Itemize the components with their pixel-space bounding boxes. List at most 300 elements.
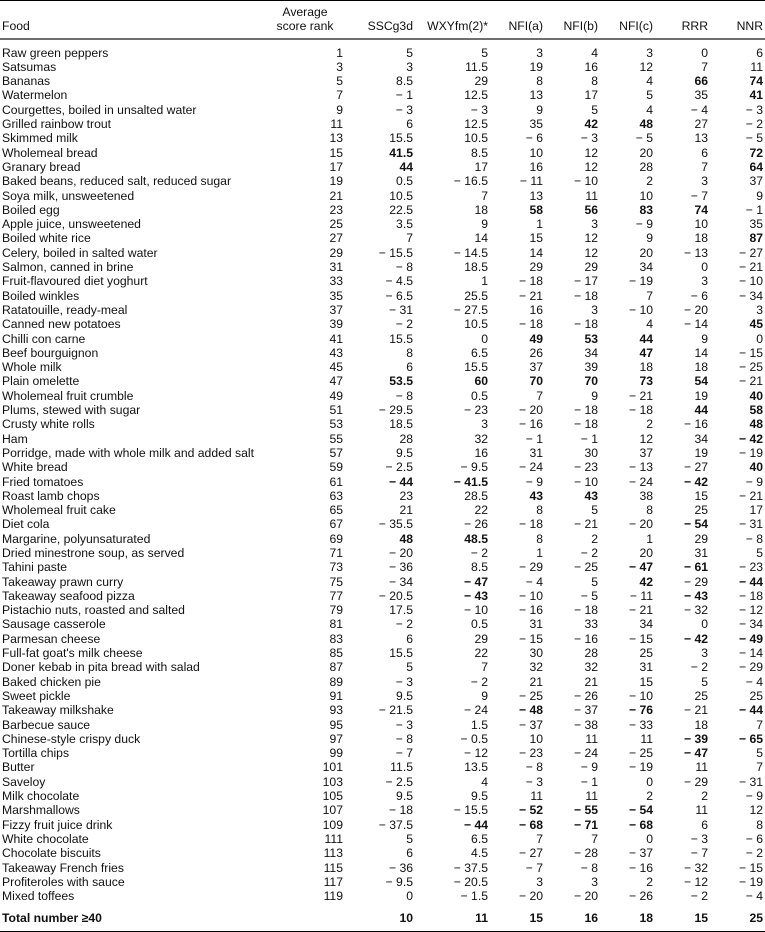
header-rank-line1: Average	[282, 5, 328, 19]
cell-food: Grilled rainbow trout	[2, 117, 112, 132]
cell-sscg3d: 48	[399, 531, 413, 546]
cell-nfi-b: 21	[584, 674, 598, 689]
cell-average-score-rank: 97	[329, 731, 343, 746]
cell-food: Tortilla chips	[2, 746, 70, 761]
cell-nfi-b: 12	[584, 159, 598, 174]
cell-sscg3d: − 36	[388, 860, 413, 875]
cell-sscg3d: 23	[399, 488, 413, 503]
cell-average-score-rank: 47	[329, 374, 343, 389]
cell-average-score-rank: 51	[329, 403, 343, 418]
cell-nfi-c: 44	[639, 331, 653, 346]
cell-food: Wholemeal bread	[2, 145, 98, 160]
cell-wxyfm2: 22	[474, 646, 488, 661]
cell-food: Takeaway prawn curry	[2, 574, 124, 589]
cell-food: Sweet pickle	[2, 688, 71, 703]
cell-nfi-a: − 25	[518, 688, 543, 703]
cell-nfi-a: 35	[529, 117, 543, 132]
cell-nfi-b: 12	[584, 145, 598, 160]
cell-nnr: − 9	[745, 789, 763, 804]
table-row	[0, 503, 765, 517]
cell-nfi-a: − 4	[525, 574, 543, 589]
cell-food: Takeaway seafood pizza	[2, 588, 135, 603]
cell-sscg3d: 21	[399, 503, 413, 518]
cell-nfi-b: 56	[584, 202, 598, 217]
total-label: Total number ≥40	[0, 903, 265, 931]
cell-food: Barbecue sauce	[2, 717, 91, 732]
cell-sscg3d: 28	[399, 431, 413, 446]
cell-nfi-c: − 10	[628, 688, 653, 703]
cell-food: Porridge, made with whole milk and added salt	[2, 445, 255, 460]
cell-sscg3d: 7	[406, 231, 413, 246]
cell-rrr: 25	[694, 503, 708, 518]
cell-wxyfm2: − 23	[463, 403, 488, 418]
cell-sscg3d: 9.5	[396, 789, 413, 804]
cell-average-score-rank: 109	[322, 817, 343, 832]
table-row	[0, 732, 765, 746]
cell-nfi-c: 4	[646, 102, 653, 117]
cell-rrr: − 43	[683, 588, 708, 603]
cell-wxyfm2: 10.5	[464, 131, 488, 146]
cell-average-score-rank: 73	[329, 560, 343, 575]
cell-nfi-a: 49	[529, 331, 543, 346]
cell-rrr: − 7	[690, 846, 708, 861]
table-row	[0, 274, 765, 288]
cell-sscg3d: 6	[406, 631, 413, 646]
cell-average-score-rank: 67	[329, 517, 343, 532]
cell-nnr: − 27	[738, 245, 763, 260]
cell-nfi-b: 2	[591, 531, 598, 546]
cell-sscg3d: − 1	[395, 88, 413, 103]
cell-rrr: − 4	[690, 102, 708, 117]
cell-nfi-a: 13	[529, 88, 543, 103]
cell-nfi-c: − 47	[628, 560, 653, 575]
cell-nfi-c: − 33	[628, 717, 653, 732]
cell-nnr: − 23	[738, 560, 763, 575]
cell-rrr: 18	[694, 231, 708, 246]
cell-wxyfm2: 7	[481, 660, 488, 675]
cell-food: White bread	[2, 460, 68, 475]
cell-nnr: − 2	[745, 117, 763, 132]
cell-nfi-b: − 1	[580, 774, 598, 789]
cell-nfi-a: 7	[536, 831, 543, 846]
cell-average-score-rank: 55	[329, 431, 343, 446]
table-row	[0, 332, 765, 346]
cell-wxyfm2: 7	[481, 188, 488, 203]
cell-sscg3d: − 3	[395, 674, 413, 689]
cell-average-score-rank: 57	[329, 445, 343, 460]
cell-nfi-b: − 23	[573, 460, 598, 475]
cell-food: Granary bread	[2, 159, 81, 174]
cell-sscg3d: − 20.5	[378, 588, 413, 603]
table-row	[0, 160, 765, 174]
cell-average-score-rank: 61	[329, 474, 343, 489]
cell-average-score-rank: 3	[336, 59, 343, 74]
cell-nfi-a: − 27	[518, 846, 543, 861]
cell-nfi-b: − 18	[573, 288, 598, 303]
cell-nfi-a: 19	[529, 59, 543, 74]
cell-nfi-a: − 18	[518, 517, 543, 532]
cell-sscg3d: 18.5	[389, 417, 413, 432]
cell-wxyfm2: 10.5	[464, 317, 488, 332]
cell-average-score-rank: 71	[329, 545, 343, 560]
cell-nfi-b: − 21	[573, 517, 598, 532]
cell-rrr: 27	[694, 117, 708, 132]
table-footer	[0, 903, 765, 931]
cell-nfi-a: 8	[536, 531, 543, 546]
cell-nfi-b: − 10	[573, 474, 598, 489]
cell-sscg3d: 0	[406, 889, 413, 904]
cell-rrr: − 14	[683, 317, 708, 332]
header-food: Food	[0, 1, 265, 39]
cell-nfi-c: 73	[639, 374, 653, 389]
cell-nfi-c: 7	[646, 288, 653, 303]
cell-sscg3d: − 2.5	[385, 460, 413, 475]
cell-average-score-rank: 87	[329, 660, 343, 675]
cell-nfi-c: 34	[639, 260, 653, 275]
cell-nfi-c: − 9	[635, 217, 653, 232]
cell-nfi-a: − 10	[518, 588, 543, 603]
table-body	[0, 39, 765, 904]
table-row	[0, 389, 765, 403]
cell-rrr: 7	[701, 159, 708, 174]
cell-nfi-b: 12	[584, 231, 598, 246]
cell-wxyfm2: 6.5	[471, 831, 488, 846]
cell-nfi-a: − 21	[518, 288, 543, 303]
cell-nfi-b: − 18	[573, 417, 598, 432]
cell-food: Watermelon	[2, 88, 68, 103]
cell-nnr: 7	[756, 760, 763, 775]
cell-nfi-b: 3	[591, 217, 598, 232]
table-row	[0, 117, 765, 131]
cell-nfi-c: 42	[639, 574, 653, 589]
table-row	[0, 346, 765, 360]
cell-nfi-a: − 15	[518, 631, 543, 646]
cell-wxyfm2: − 3	[470, 102, 488, 117]
cell-average-score-rank: 85	[329, 646, 343, 661]
cell-nnr: − 34	[738, 288, 763, 303]
cell-nfi-b: 3	[591, 302, 598, 317]
cell-food: Soya milk, unsweetened	[2, 188, 135, 203]
cell-average-score-rank: 53	[329, 417, 343, 432]
cell-nnr: − 4	[745, 674, 763, 689]
cell-rrr: − 61	[683, 560, 708, 575]
cell-nnr: 35	[749, 217, 763, 232]
cell-nfi-b: − 3	[580, 131, 598, 146]
cell-food: Profiteroles with sauce	[2, 874, 125, 889]
cell-food: Dried minestrone soup, as served	[2, 545, 185, 560]
total-nfi-b: 16	[545, 903, 600, 931]
cell-sscg3d: 53.5	[389, 374, 413, 389]
cell-average-score-rank: 37	[329, 302, 343, 317]
cell-sscg3d: − 35.5	[378, 517, 413, 532]
cell-rrr: − 32	[683, 603, 708, 618]
cell-average-score-rank: 29	[329, 245, 343, 260]
cell-sscg3d: − 29.5	[378, 403, 413, 418]
cell-nnr: 5	[756, 746, 763, 761]
total-rrr: 15	[655, 903, 710, 931]
cell-rrr: 14	[694, 345, 708, 360]
cell-nfi-a: 70	[529, 374, 543, 389]
header-rank-line2: score rank	[276, 19, 334, 34]
cell-nnr: 5	[756, 545, 763, 560]
cell-average-score-rank: 1	[336, 45, 343, 60]
cell-food: Fried tomatoes	[2, 474, 84, 489]
cell-average-score-rank: 83	[329, 631, 343, 646]
cell-average-score-rank: 115	[323, 860, 343, 875]
cell-rrr: 44	[694, 403, 708, 418]
cell-nnr: − 42	[738, 431, 763, 446]
cell-nfi-a: 3	[536, 874, 543, 889]
cell-wxyfm2: 15.5	[464, 360, 488, 375]
cell-nnr: 40	[749, 460, 763, 475]
cell-rrr: 2	[701, 789, 708, 804]
cell-nfi-a: 1	[536, 545, 543, 560]
cell-wxyfm2: − 20.5	[453, 874, 488, 889]
header-nfi-b: NFI(b)	[545, 1, 600, 39]
cell-nnr: 25	[749, 688, 763, 703]
cell-food: Chinese-style crispy duck	[2, 731, 141, 746]
cell-nfi-b: − 18	[573, 317, 598, 332]
cell-rrr: 0	[701, 617, 708, 632]
cell-wxyfm2: − 12	[463, 746, 488, 761]
cell-nnr: − 14	[738, 646, 763, 661]
cell-rrr: − 20	[683, 302, 708, 317]
cell-nfi-a: 58	[529, 202, 543, 217]
cell-nfi-b: 28	[584, 646, 598, 661]
cell-nfi-c: 28	[639, 159, 653, 174]
cell-wxyfm2: 18	[474, 202, 488, 217]
cell-nfi-b: 16	[584, 59, 598, 74]
cell-sscg3d: − 34	[388, 574, 413, 589]
cell-average-score-rank: 13	[329, 131, 343, 146]
cell-nfi-b: − 8	[580, 860, 598, 875]
cell-nfi-c: 20	[639, 545, 653, 560]
table-row	[0, 317, 765, 331]
cell-nfi-b: 11	[585, 731, 598, 746]
cell-sscg3d: − 9.5	[385, 874, 413, 889]
cell-nnr: − 12	[738, 603, 763, 618]
cell-nfi-c: 4	[646, 317, 653, 332]
cell-nfi-c: − 25	[628, 746, 653, 761]
cell-average-score-rank: 21	[329, 188, 343, 203]
cell-food: Beef bourguignon	[2, 345, 99, 360]
cell-nfi-b: 11	[585, 188, 598, 203]
cell-food: Wholemeal fruit crumble	[2, 388, 134, 403]
cell-sscg3d: 9.5	[396, 445, 413, 460]
cell-rrr: 54	[694, 374, 708, 389]
cell-food: Baked chicken pie	[2, 674, 101, 689]
table-row	[0, 703, 765, 717]
cell-nfi-c: − 10	[628, 302, 653, 317]
cell-nfi-a: − 18	[518, 317, 543, 332]
cell-wxyfm2: − 26	[463, 517, 488, 532]
cell-nnr: − 49	[738, 631, 763, 646]
cell-sscg3d: − 15.5	[378, 245, 413, 260]
cell-nfi-c: − 20	[628, 517, 653, 532]
cell-nnr: − 10	[738, 274, 763, 289]
cell-food: Doner kebab in pita bread with salad	[2, 660, 200, 675]
cell-nfi-b: 39	[584, 360, 598, 375]
cell-sscg3d: 6	[406, 846, 413, 861]
cell-nnr: − 19	[738, 874, 763, 889]
cell-rrr: − 42	[683, 631, 708, 646]
table-row	[0, 39, 765, 60]
cell-nfi-b: − 38	[573, 717, 598, 732]
cell-nnr: 74	[749, 74, 763, 89]
cell-sscg3d: 0.5	[396, 174, 413, 189]
table-row	[0, 146, 765, 160]
cell-nnr: − 8	[745, 531, 763, 546]
cell-rrr: 18	[694, 717, 708, 732]
table-row	[0, 675, 765, 689]
cell-nfi-c: − 19	[628, 760, 653, 775]
cell-food: Ratatouille, ready-meal	[2, 302, 128, 317]
cell-sscg3d: − 2.5	[385, 774, 413, 789]
cell-sscg3d: − 8	[395, 260, 413, 275]
table-row	[0, 846, 765, 860]
cell-nfi-b: 5	[591, 503, 598, 518]
table-row	[0, 475, 765, 489]
table-row	[0, 460, 765, 474]
cell-average-score-rank: 79	[329, 603, 343, 618]
cell-food: Pistachio nuts, roasted and salted	[2, 603, 185, 618]
table-row	[0, 489, 765, 503]
cell-food: Bananas	[2, 74, 51, 89]
cell-average-score-rank: 113	[323, 846, 343, 861]
cell-sscg3d: − 18	[388, 803, 413, 818]
cell-nnr: 12	[749, 803, 763, 818]
cell-nnr: 64	[749, 159, 763, 174]
cell-average-score-rank: 33	[329, 274, 343, 289]
table-row	[0, 203, 765, 217]
cell-nnr: − 4	[745, 889, 763, 904]
cell-sscg3d: 17.5	[389, 603, 413, 618]
cell-nfi-a: − 48	[518, 703, 543, 718]
table-row	[0, 589, 765, 603]
cell-nfi-b: 11	[585, 789, 598, 804]
cell-nfi-a: 16	[529, 159, 543, 174]
cell-nnr: 9	[756, 188, 763, 203]
cell-nfi-b: 4	[591, 45, 598, 60]
cell-sscg3d: 15.5	[389, 646, 413, 661]
cell-food: Wholemeal fruit cake	[2, 503, 116, 518]
cell-rrr: − 2	[690, 889, 708, 904]
cell-average-score-rank: 89	[329, 674, 343, 689]
cell-nfi-b: − 55	[573, 803, 598, 818]
cell-nfi-c: 11	[640, 731, 653, 746]
cell-nfi-a: 32	[529, 660, 543, 675]
cell-sscg3d: − 31	[388, 302, 413, 317]
cell-average-score-rank: 119	[323, 889, 343, 904]
cell-wxyfm2: 9	[481, 688, 488, 703]
cell-sscg3d: − 44	[388, 474, 413, 489]
cell-nnr: − 19	[738, 445, 763, 460]
table-row	[0, 617, 765, 631]
cell-sscg3d: 22.5	[389, 202, 413, 217]
cell-food: Tahini paste	[2, 560, 68, 575]
cell-nfi-a: 31	[529, 617, 543, 632]
cell-rrr: 6	[701, 817, 708, 832]
cell-average-score-rank: 69	[329, 531, 343, 546]
table-row	[0, 646, 765, 660]
cell-average-score-rank: 75	[329, 574, 343, 589]
cell-rrr: 6	[701, 145, 708, 160]
cell-sscg3d: 11.5	[390, 760, 413, 775]
cell-wxyfm2: 29	[474, 74, 488, 89]
cell-average-score-rank: 15	[329, 145, 343, 160]
table-row	[0, 832, 765, 846]
cell-nfi-a: − 37	[518, 717, 543, 732]
cell-nfi-c: − 16	[628, 860, 653, 875]
cell-nnr: 72	[749, 145, 763, 160]
cell-average-score-rank: 105	[322, 789, 343, 804]
cell-nfi-a: − 7	[525, 860, 543, 875]
cell-food: Whole milk	[2, 360, 62, 375]
cell-average-score-rank: 17	[329, 159, 343, 174]
cell-nfi-c: − 21	[628, 388, 653, 403]
cell-rrr: 0	[701, 260, 708, 275]
table-row	[0, 861, 765, 875]
cell-average-score-rank: 101	[322, 760, 343, 775]
cell-nfi-c: 0	[646, 774, 653, 789]
cell-nfi-b: − 26	[573, 688, 598, 703]
cell-nfi-b: − 1	[580, 431, 598, 446]
cell-nfi-b: 5	[591, 102, 598, 117]
cell-nnr: − 15	[738, 345, 763, 360]
cell-wxyfm2: − 10	[463, 603, 488, 618]
cell-nfi-b: − 16	[573, 631, 598, 646]
cell-food: Satsumas	[2, 59, 57, 74]
cell-wxyfm2: − 44	[463, 817, 488, 832]
cell-food: Parmesan cheese	[2, 631, 101, 646]
table-row	[0, 875, 765, 889]
table-row	[0, 360, 765, 374]
header-nnr: NNR	[710, 1, 765, 39]
cell-nfi-b: 30	[584, 445, 598, 460]
cell-rrr: 19	[694, 445, 708, 460]
cell-wxyfm2: 6.5	[471, 345, 488, 360]
cell-nfi-c: 4	[646, 74, 653, 89]
cell-nnr: − 21	[738, 260, 763, 275]
cell-nfi-c: 12	[639, 431, 653, 446]
cell-average-score-rank: 9	[336, 102, 343, 117]
cell-average-score-rank: 19	[329, 174, 343, 189]
cell-average-score-rank: 91	[329, 688, 343, 703]
cell-nfi-c: 31	[639, 660, 653, 675]
cell-food: Skimmed milk	[2, 131, 78, 146]
cell-average-score-rank: 41	[329, 331, 343, 346]
cell-nfi-b: 12	[584, 245, 598, 260]
cell-sscg3d: − 8	[395, 731, 413, 746]
cell-rrr: − 39	[683, 731, 708, 746]
cell-rrr: 31	[694, 545, 708, 560]
cell-nfi-c: − 76	[628, 703, 653, 718]
cell-food: Plums, stewed with sugar	[2, 403, 141, 418]
cell-wxyfm2: 4	[481, 774, 488, 789]
cell-rrr: 18	[694, 360, 708, 375]
cell-nfi-b: − 18	[573, 603, 598, 618]
cell-food: Courgettes, boiled in unsalted water	[2, 102, 197, 117]
cell-sscg3d: 10.5	[389, 188, 413, 203]
table-row	[0, 718, 765, 732]
cell-rrr: 5	[701, 674, 708, 689]
cell-rrr: 3	[701, 274, 708, 289]
cell-nnr: − 9	[745, 474, 763, 489]
cell-nfi-c: 10	[639, 188, 653, 203]
cell-nfi-b: 70	[584, 374, 598, 389]
cell-nnr: − 18	[738, 588, 763, 603]
cell-rrr: − 13	[683, 245, 708, 260]
